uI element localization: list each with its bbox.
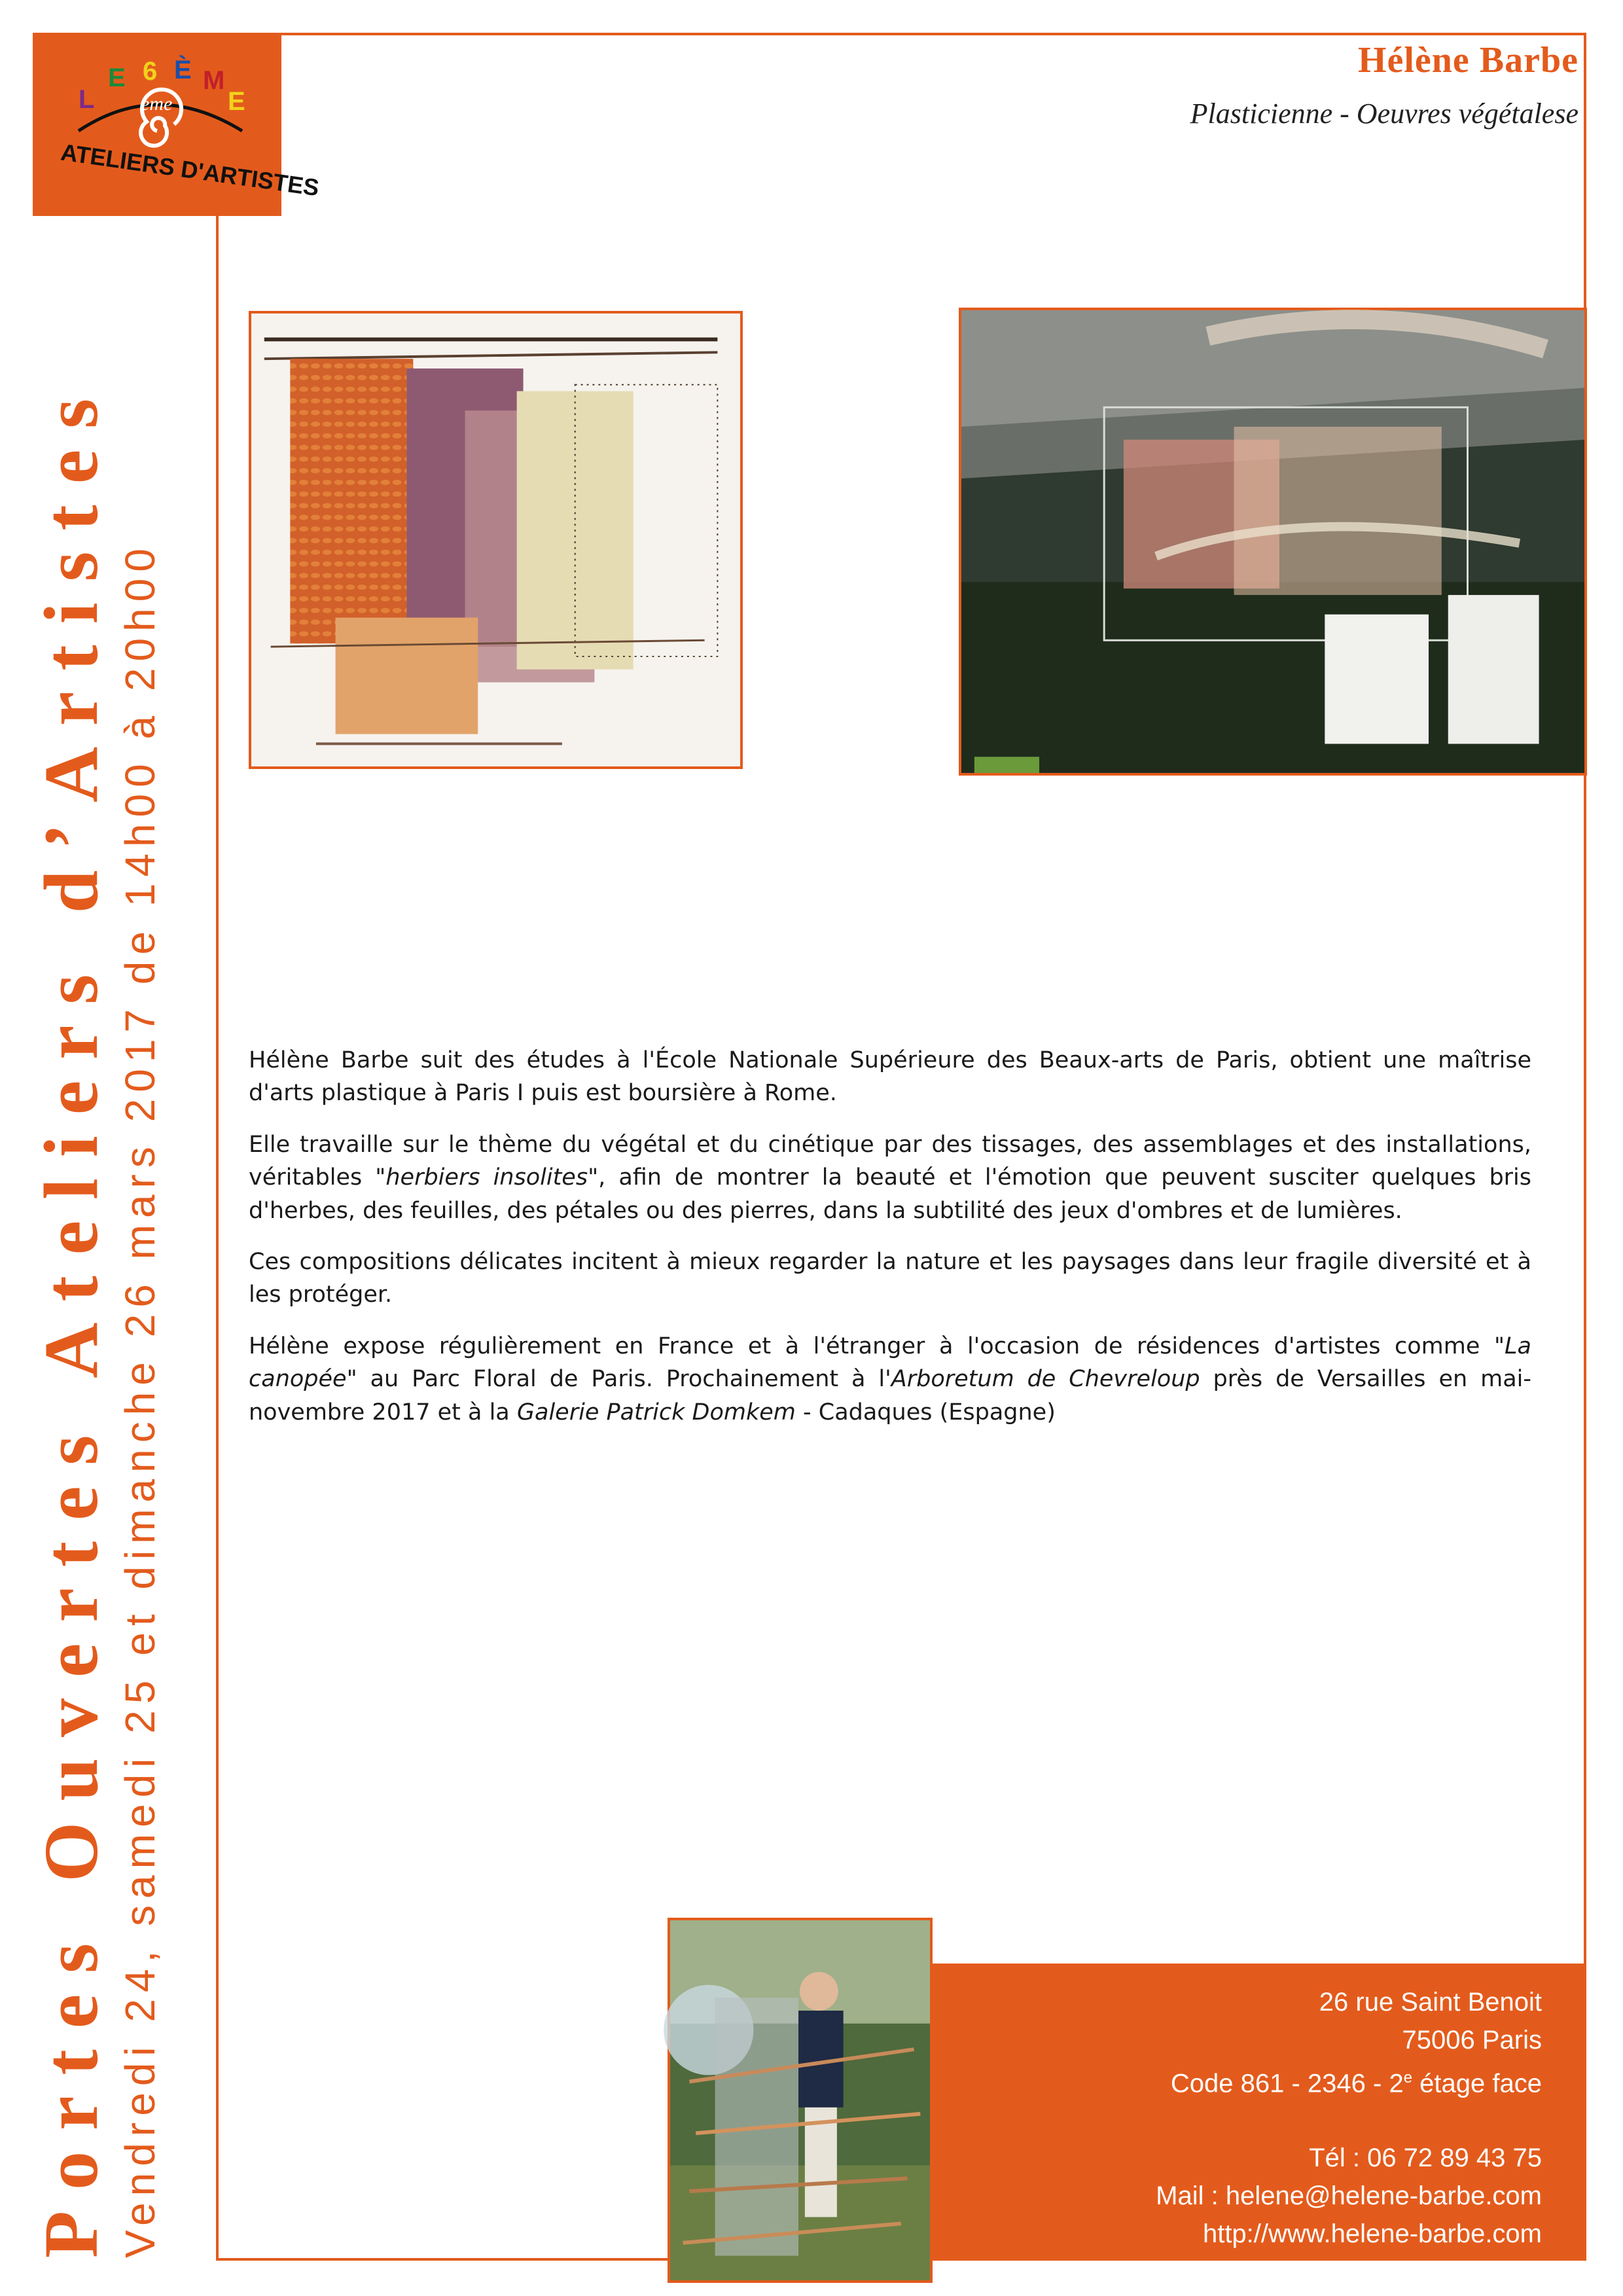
- bio-paragraph-2: Elle travaille sur le thème du végétal et du cinétique par des tissages, des assemblages et des installations, véritables "herbiers insolites", afin de montrer la beauté et l'émotion que peuvent susciter quelques bris d'herbes, des feuilles, des pétales ou des pierres, dans la subtilité des jeux d'ombres et de lumières.: [249, 1131, 1532, 1224]
- bio-emphasis-herbiers: herbiers insolites: [385, 1164, 588, 1191]
- artist-biography: [249, 1044, 1531, 1447]
- logo-letter: 6: [143, 57, 158, 86]
- ateliers-logo: [33, 33, 321, 216]
- logo-letter: M: [203, 66, 225, 95]
- artwork-photo-weavings: [249, 311, 743, 769]
- contact-website[interactable]: http://www.helene-barbe.com: [1202, 2219, 1542, 2249]
- logo-letter: È: [174, 56, 192, 84]
- bio-emphasis-canopee: "La canopée": [249, 1333, 1531, 1393]
- logo-letter: L: [79, 85, 95, 114]
- artist-photo: [668, 1918, 933, 2283]
- logo-letter: E: [108, 63, 126, 92]
- contact-city: 75006 Paris: [1402, 2026, 1542, 2054]
- contact-phone[interactable]: Tél : 06 72 89 43 75: [1309, 2144, 1542, 2173]
- contact-street: 26 rue Saint Benoit: [1319, 1988, 1542, 2017]
- contact-email[interactable]: Mail : helene@helene-barbe.com: [1156, 2181, 1542, 2211]
- bio-paragraph-3: Ces compositions délicates incitent à mieux regarder la nature et les paysages dans leur fragile diversité et à les protéger.: [249, 1248, 1531, 1308]
- bio-emphasis-arboretum: Arboretum de Chevreloup: [891, 1366, 1200, 1393]
- artwork-photo-installation: [959, 308, 1587, 776]
- event-vertical-banner: [28, 295, 164, 2258]
- bio-paragraph-4: Hélène expose régulièrement en France et à l'étranger à l'occasion de résidences d'artistes comme "La canopée" au Parc Floral de Paris. Prochainement à l'Arboretum de Chevreloup près de Versailles en mai-novembre 2017 et à la Galerie Patrick Domkem - Cadaques (Espagne): [249, 1333, 1531, 1426]
- logo-eme: eme: [141, 93, 173, 115]
- logo-letter: E: [228, 87, 245, 116]
- artist-name: Hélène Barbe: [1357, 40, 1578, 81]
- logo-ateliers-text: ATELIERS D'ARTISTES: [59, 138, 321, 202]
- artist-subtitle: Plasticienne - Oeuvres végétalese: [1190, 98, 1578, 130]
- bio-emphasis-galerie: Galerie Patrick Domkem: [516, 1399, 796, 1426]
- event-dates: Vendredi 24, samedi 25 et dimanche 26 mars 2017 de 14h00 à 20h00: [116, 542, 164, 2258]
- contact-code: Code 861 - 2346 - 2e étage face: [1170, 2069, 1542, 2098]
- event-title: Portes Ouvertes Ateliers d’Artistes: [28, 377, 114, 2258]
- logo-graphic: [33, 33, 321, 216]
- bio-paragraph-1: Hélène Barbe suit des études à l'École Nationale Supérieure des Beaux-arts de Paris, obtient une maîtrise d'arts plastique à Paris I puis est boursière à Rome.: [249, 1047, 1531, 1107]
